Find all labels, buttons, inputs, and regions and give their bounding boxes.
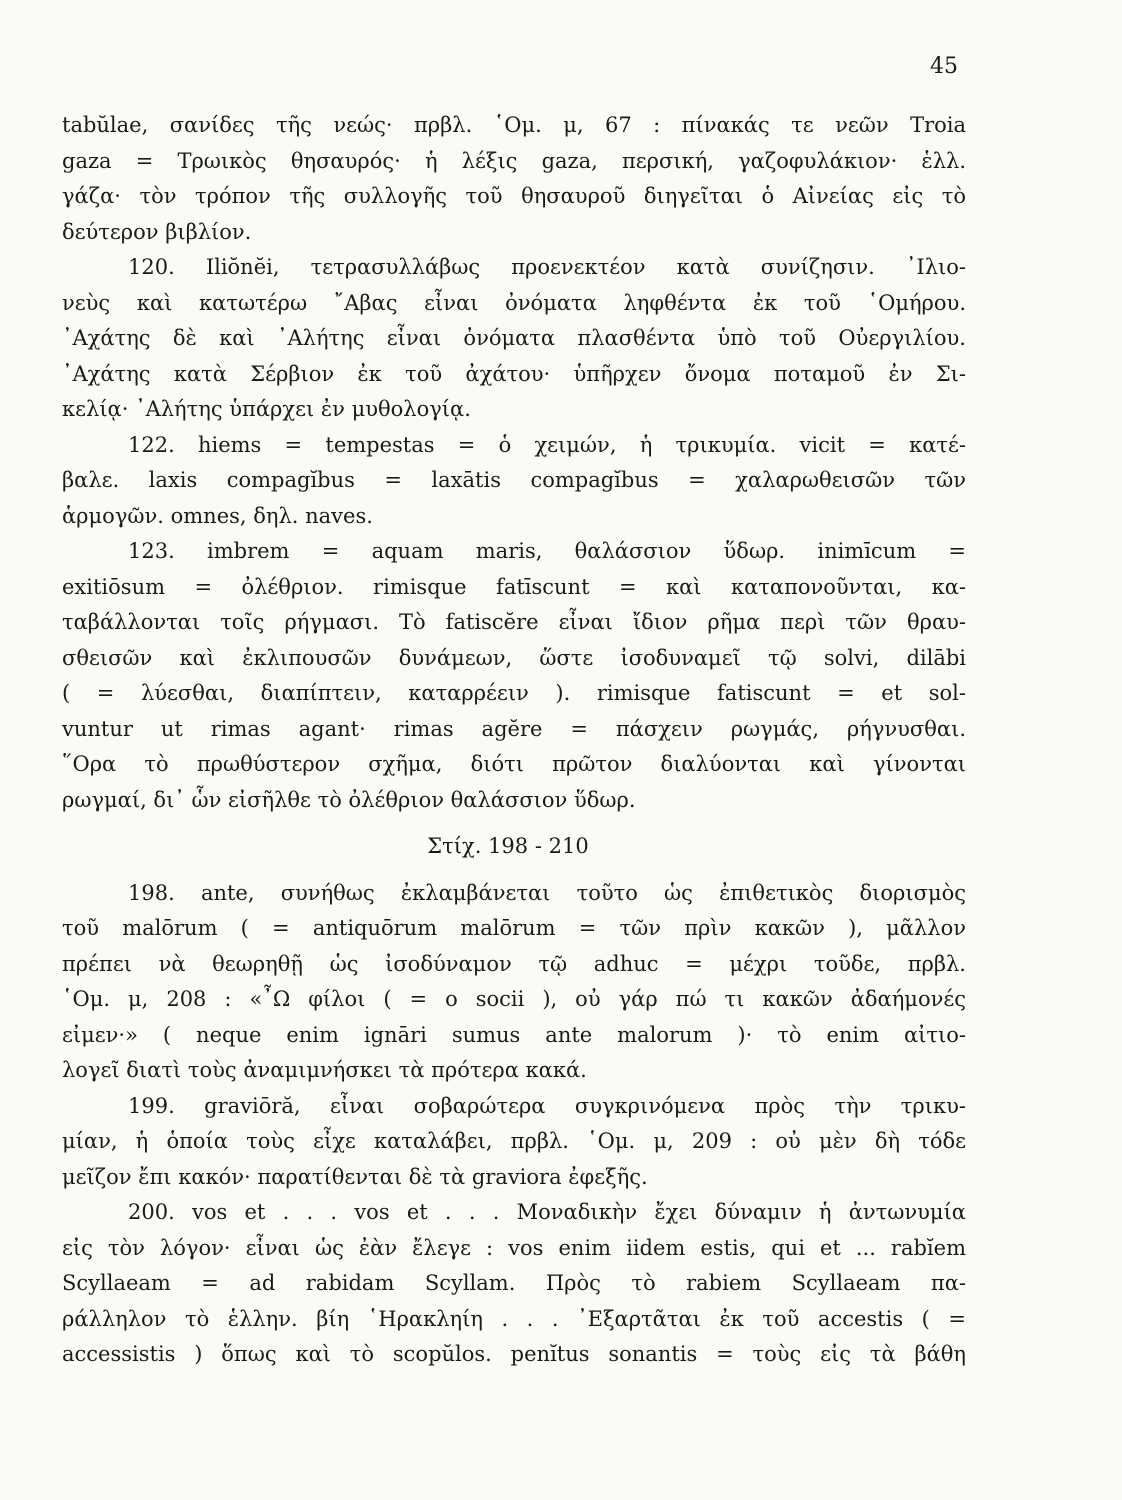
text-line: ᾿Αχάτης κατὰ Σέρβιον ἐκ τοῦ ἀχάτου· ὑπῆρχεν ὄνομα ποταμοῦ ἐν Σι- [62, 361, 966, 386]
text-line: ᾿Αχάτης δὲ καὶ ᾿Αλήτης εἶναι ὀνόματα πλασθέντα ὑπὸ τοῦ Οὐεργιλίου. [62, 326, 966, 350]
text-line: μίαν, ἡ ὁποία τοὺς εἶχε καταλάβει, πρβλ. ῾Ομ. μ, 209 : οὐ μὲν δὴ τόδε [62, 1129, 966, 1153]
text-line: ῞Ορα τὸ πρωθύστερον σχῆμα, διότι πρῶτον διαλύονται καὶ γίνονται [62, 752, 966, 776]
text-line: μεῖζον ἔπι κακόν· παρατίθενται δὲ τὰ graviora ἐφεξῆς. [62, 1164, 648, 1189]
text-line: accessistis ) ὅπως καὶ τὸ scopŭlos. penĭtus sonantis = τοὺς εἰς τὰ βάθη [62, 1342, 966, 1366]
note-122-line: 122. hiems = tempestas = ὁ χειμών, ἡ τρικυμία. vicit = κατέ- [128, 432, 966, 457]
text-line: νεὺς καὶ κατωτέρω ῎Αβας εἶναι ὀνόματα ληφθέντα ἐκ τοῦ ῾Ομήρου. [62, 290, 966, 315]
text-line: ( = λύεσθαι, διαπίπτειν, καταρρέειν ). rimisque fatiscunt = et sol- [62, 681, 966, 705]
text-line: exitiōsum = ὀλέθριον. rimisque fatīscunt = καὶ καταπονοῦνται, κα- [62, 574, 966, 599]
text-line: tabŭlae, σανίδες τῆς νεώς· πρβλ. ῾Ομ. μ, 67 : πίνακάς τε νεῶν Troia [62, 113, 966, 137]
note-200-line: 200. vos et . . . vos et . . . Μοναδικὴν ἔχει δύναμιν ἡ ἀντωνυμία [128, 1200, 966, 1224]
text-line: vuntur ut rimas agant· rimas agĕre = πάσχειν ρωγμάς, ρήγνυσθαι. [62, 716, 966, 741]
commentary-text [62, 108, 966, 1373]
text-line: ρωγμαί, δι᾿ ὧν εἰσῆλθε τὸ ὀλέθριον θαλάσσιον ὕδωρ. [62, 787, 636, 812]
text-line: κελίᾳ· ᾿Αλήτης ὑπάρχει ἐν μυθολογίᾳ. [62, 397, 471, 421]
text-line: ταβάλλονται τοῖς ρήγμασι. Τὸ fatiscĕre εἶναι ἴδιον ρῆμα περὶ τῶν θραυ- [62, 610, 966, 634]
text-line: ράλληλον τὸ ἑλλην. βίη ῾Ηρακληίη . . . ᾿Εξαρτᾶται ἐκ τοῦ accestis ( = [62, 1306, 966, 1331]
text-line: σθεισῶν καὶ ἐκλιπουσῶν δυνάμεων, ὥστε ἰσοδυναμεῖ τῷ solvi, dilābi [62, 645, 966, 670]
text-line: λογεῖ διατὶ τοὺς ἀναμιμνήσκει τὰ πρότερα κακά. [62, 1058, 587, 1082]
section-heading: Στίχ. 198 - 210 [427, 834, 589, 858]
text-line: εἰμεν·» ( neque enim ignāri sumus ante malorum )· τὸ enim αἰτιο- [62, 1022, 966, 1047]
text-line: gaza = Τρωικὸς θησαυρός· ἡ λέξις gaza, περσική, γαζοφυλάκιον· ἑλλ. [62, 148, 966, 173]
text-line: Scyllaeam = ad rabidam Scyllam. Πρὸς τὸ rabiem Scyllaeam πα- [62, 1271, 966, 1295]
note-120-line: 120. Iliŏnĕi, τετρασυλλάβως προενεκτέον κατὰ συνίζησιν. ᾿Ιλιο- [128, 255, 966, 279]
note-123-line: 123. imbrem = aquam maris, θαλάσσιον ὕδωρ. inimīcum = [128, 539, 966, 563]
page-number: 45 [930, 54, 958, 79]
text-line: γάζα· τὸν τρόπον τῆς συλλογῆς τοῦ θησαυροῦ διηγεῖται ὁ Αἰνείας εἰς τὸ [62, 184, 966, 208]
text-line: πρέπει νὰ θεωρηθῇ ὡς ἰσοδύναμον τῷ adhuc = μέχρι τοῦδε, πρβλ. [62, 951, 966, 976]
note-198-line: 198. ante, συνήθως ἐκλαμβάνεται τοῦτο ὡς ἐπιθετικὸς διορισμὸς [128, 880, 966, 905]
note-199-line: 199. graviōră, εἶναι σοβαρώτερα συγκρινόμενα πρὸς τὴν τρικυ- [128, 1093, 966, 1118]
text-line: δεύτερον βιβλίον. [62, 219, 252, 244]
text-line: εἰς τὸν λόγον· εἶναι ὡς ἐὰν ἔλεγε : vos enim iidem estis, qui et ... rabĭem [62, 1235, 966, 1260]
text-line: τοῦ malōrum ( = antiquōrum malōrum = τῶν πρὶν κακῶν ), μᾶλλον [62, 916, 966, 940]
text-line: ῾Ομ. μ, 208 : «῏Ω φίλοι ( = o socii ), οὐ γάρ πώ τι κακῶν ἀδαήμονές [62, 987, 966, 1011]
text-line: ἁρμογῶν. omnes, δηλ. naves. [62, 503, 373, 528]
text-line: βαλε. laxis compagĭbus = laxātis compagĭbus = χαλαρωθεισῶν τῶν [62, 468, 966, 492]
